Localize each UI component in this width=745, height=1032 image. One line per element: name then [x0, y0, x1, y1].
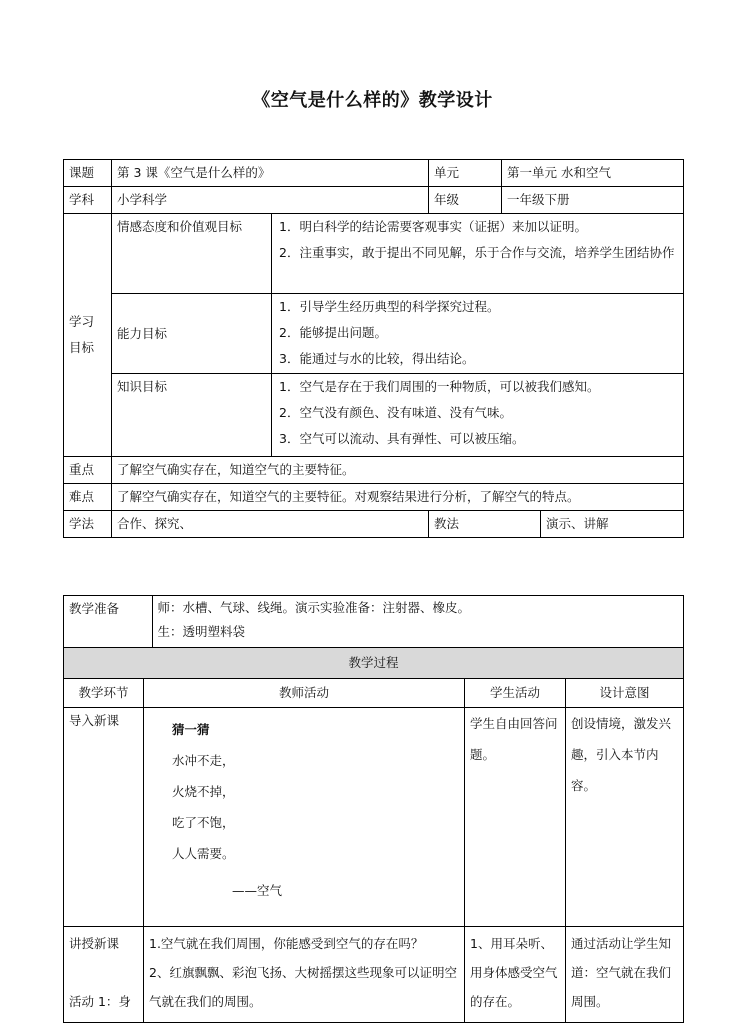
lecture-stage [64, 927, 144, 1023]
goal-item: 1．空气是存在于我们周围的一种物质，可以被我们感知。 [279, 379, 600, 394]
goals-label [64, 214, 112, 457]
goal-group-knowledge [272, 374, 684, 457]
intro-riddle [144, 708, 465, 927]
key-point-label: 重点 [64, 457, 112, 484]
grade-value: 一年级下册 [502, 187, 684, 214]
goal-item: 2．空气没有颜色、没有味道、没有气味。 [279, 405, 512, 420]
lecture-design-intent: 通过活动让学生知道：空气就在我们周围。 [566, 927, 684, 1023]
goals-label-line1: 学习 [69, 314, 95, 329]
unit-value: 第一单元 水和空气 [502, 160, 684, 187]
lecture-stage-line1: 讲授新课 [69, 936, 120, 951]
goal-item: 3．空气可以流动、具有弹性、可以被压缩。 [279, 431, 525, 446]
preparation-content [152, 596, 683, 647]
riddle-title: 猜一猜 [172, 722, 210, 737]
riddle-line: 火烧不掉， [172, 784, 235, 799]
intro-student-activity: 学生自由回答问题。 [465, 708, 566, 927]
intro-design-intent: 创设情境，激发兴趣，引入本节内容。 [566, 708, 684, 927]
subject-value: 小学科学 [112, 187, 429, 214]
teach-method-label: 教法 [429, 511, 541, 538]
process-header: 教学过程 [64, 648, 684, 679]
difficulty-label: 难点 [64, 484, 112, 511]
column-stage: 教学环节 [64, 679, 144, 708]
goals-label-line2: 目标 [69, 340, 95, 355]
preparation-label: 教学准备 [64, 596, 152, 647]
preparation-row [64, 596, 684, 648]
riddle-line: 水冲不走， [172, 753, 235, 768]
grade-label: 年级 [429, 187, 502, 214]
teach-method-value: 演示、讲解 [541, 511, 684, 538]
unit-label: 单元 [429, 160, 502, 187]
goal-group-ability [272, 294, 684, 374]
preparation-student: 生：透明塑料袋 [157, 624, 246, 639]
goal-item: 2．能够提出问题。 [279, 325, 387, 340]
riddle-line: 吃了不饱， [172, 815, 235, 830]
goal-item: 3．能通过与水的比较，得出结论。 [279, 351, 475, 366]
topic-label: 课题 [64, 160, 112, 187]
goal-group-attitude [272, 214, 684, 294]
difficulty-value: 了解空气确实存在，知道空气的主要特征。对观察结果进行分析，了解空气的特点。 [112, 484, 684, 511]
column-teacher-activity: 教师活动 [144, 679, 465, 708]
key-point-value: 了解空气确实存在，知道空气的主要特征。 [112, 457, 684, 484]
study-method-label: 学法 [64, 511, 112, 538]
goal-group-name-attitude: 情感态度和价值观目标 [112, 214, 272, 294]
lecture-student-activity: 1、用耳朵听、用身体感受空气的存在。 [465, 927, 566, 1023]
intro-stage: 导入新课 [64, 708, 144, 927]
goal-item: 1．明白科学的结论需要客观事实（证据）来加以证明。 [279, 219, 587, 234]
lesson-info-table [63, 159, 684, 538]
goal-group-name-knowledge: 知识目标 [112, 374, 272, 457]
lecture-teacher-line: 2、红旗飘飘、彩泡飞扬、大树摇摆这些现象可以证明空气就在我们的周围。 [149, 965, 457, 1009]
column-student-activity: 学生活动 [465, 679, 566, 708]
riddle-answer: ——空气 [232, 883, 283, 898]
goal-item: 1．引导学生经历典型的科学探究过程。 [279, 299, 500, 314]
topic-value: 第 3 课《空气是什么样的》 [112, 160, 429, 187]
goal-item: 2．注重事实，敢于提出不同见解，乐于合作与交流，培养学生团结协作 [279, 245, 675, 260]
document-title: 《空气是什么样的》教学设计 [252, 90, 493, 111]
riddle-line: 人人需要。 [172, 846, 235, 861]
lecture-stage-line2: 活动 1：身 [69, 994, 131, 1009]
goal-group-name-ability: 能力目标 [112, 294, 272, 374]
preparation-and-process-table [63, 595, 684, 1023]
lecture-teacher-activity [144, 927, 465, 1023]
subject-label: 学科 [64, 187, 112, 214]
study-method-value: 合作、探究、 [112, 511, 429, 538]
column-design-intent: 设计意图 [566, 679, 684, 708]
lecture-teacher-line: 1.空气就在我们周围，你能感受到空气的存在吗？ [149, 936, 424, 951]
preparation-teacher: 师：水槽、气球、线绳。演示实验准备：注射器、橡皮。 [157, 600, 471, 615]
